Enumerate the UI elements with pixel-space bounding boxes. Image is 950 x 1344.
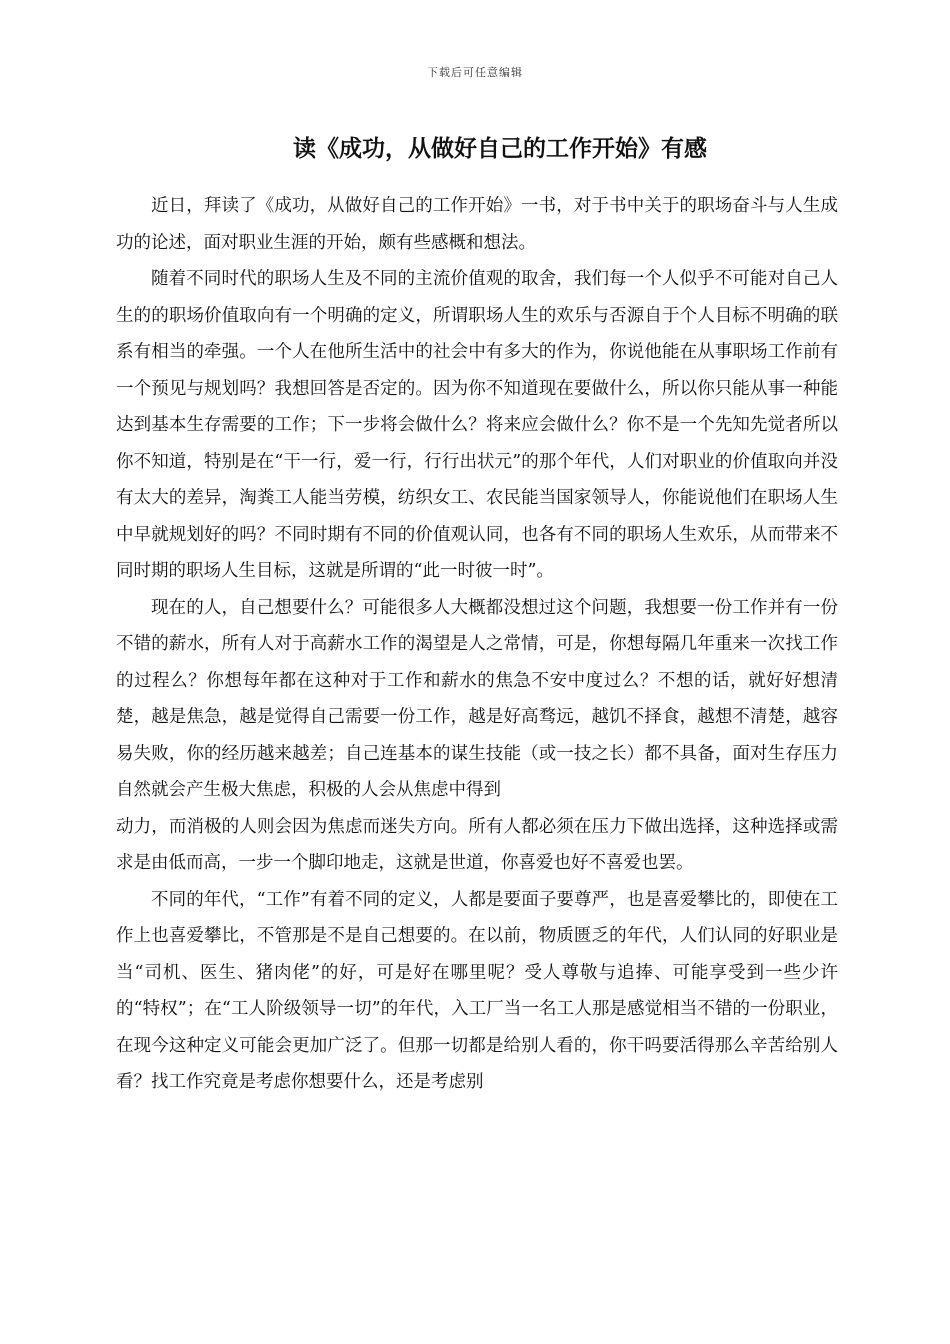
document-title: 读《成功，从做好自己的工作开始》有感 <box>293 136 707 162</box>
paragraph: 近日，拜读了《成功，从做好自己的工作开始》一书，对于书中关于的职场奋斗与人生成功的论述，面对职业生涯的开始，颇有些感概和想法。 <box>116 196 838 253</box>
document-body <box>116 188 838 1101</box>
paragraph: 不同的年代，“工作”有着不同的定义，人都是要面子要尊严，也是喜爱攀比的，即使在工作上也喜爱攀比，不管那是不是自己想要的。在以前，物质匮乏的年代，人们认同的好职业是当“司机、医生、猪肉佬”的好，可是好在哪里呢？受人尊敬与追捧、可能享受到一些少许的“特权”；在“工人阶级领导一切”的年代，入工厂当一名工人那是感觉相当不错的一份职业，在现今这种定义可能会更加广泛了。但那一切都是给别人看的，你干吗要活得那么辛苦给别人看？找工作究竟是考虑你想要什么，还是考虑别 <box>116 889 838 1092</box>
paragraph: 现在的人，自己想要什么？可能很多人大概都没想过这个问题，我想要一份工作并有一份不错的薪水，所有人对于高薪水工作的渴望是人之常情，可是，你想每隔几年重来一次找工作的过程么？你想每年都在这种对于工作和薪水的焦急不安中度过么？不想的话，就好好想清楚，越是焦急，越是觉得自己需要一份工作，越是好高骛远，越饥不择食，越想不清楚，越容易失败，你的经历越来越差；自己连基本的谋生技能（或一技之长）都不具备，面对生存压力自然就会产生极大焦虑，积极的人会从焦虑中得到 <box>116 597 838 800</box>
page-header-note: 下载后可任意编辑 <box>427 66 523 79</box>
paragraph-continuation: 动力，而消极的人则会因为焦虑而迷失方向。所有人都必须在压力下做出选择，这种选择或需求是由低而高，一步一个脚印地走，这就是世道，你喜爱也好不喜爱也罢。 <box>116 816 838 873</box>
paragraph: 随着不同时代的职场人生及不同的主流价值观的取舍，我们每一个人似乎不可能对自己人生的的职场价值取向有一个明确的定义，所谓职场人生的欢乐与否源自于个人目标不明确的联系有相当的牵强。一个人在他所生活中的社会中有多大的作为，你说他能在从事职场工作前有一个预见与规划吗？我想回答是否定的。因为你不知道现在要做什么，所以你只能从事一种能达到基本生存需要的工作；下一步将会做什么？将来应会做什么？你不是一个先知先觉者所以你不知道，特别是在“干一行，爱一行，行行出状元”的那个年代，人们对职业的价值取向并没有太大的差异，淘粪工人能当劳模，纺织女工、农民能当国家领导人，你能说他们在职场人生中早就规划好的吗？不同时期有不同的价值观认同，也各有不同的职场人生欢乐，从而带来不同时期的职场人生目标，这就是所谓的“此一时彼一时”。 <box>116 269 838 581</box>
